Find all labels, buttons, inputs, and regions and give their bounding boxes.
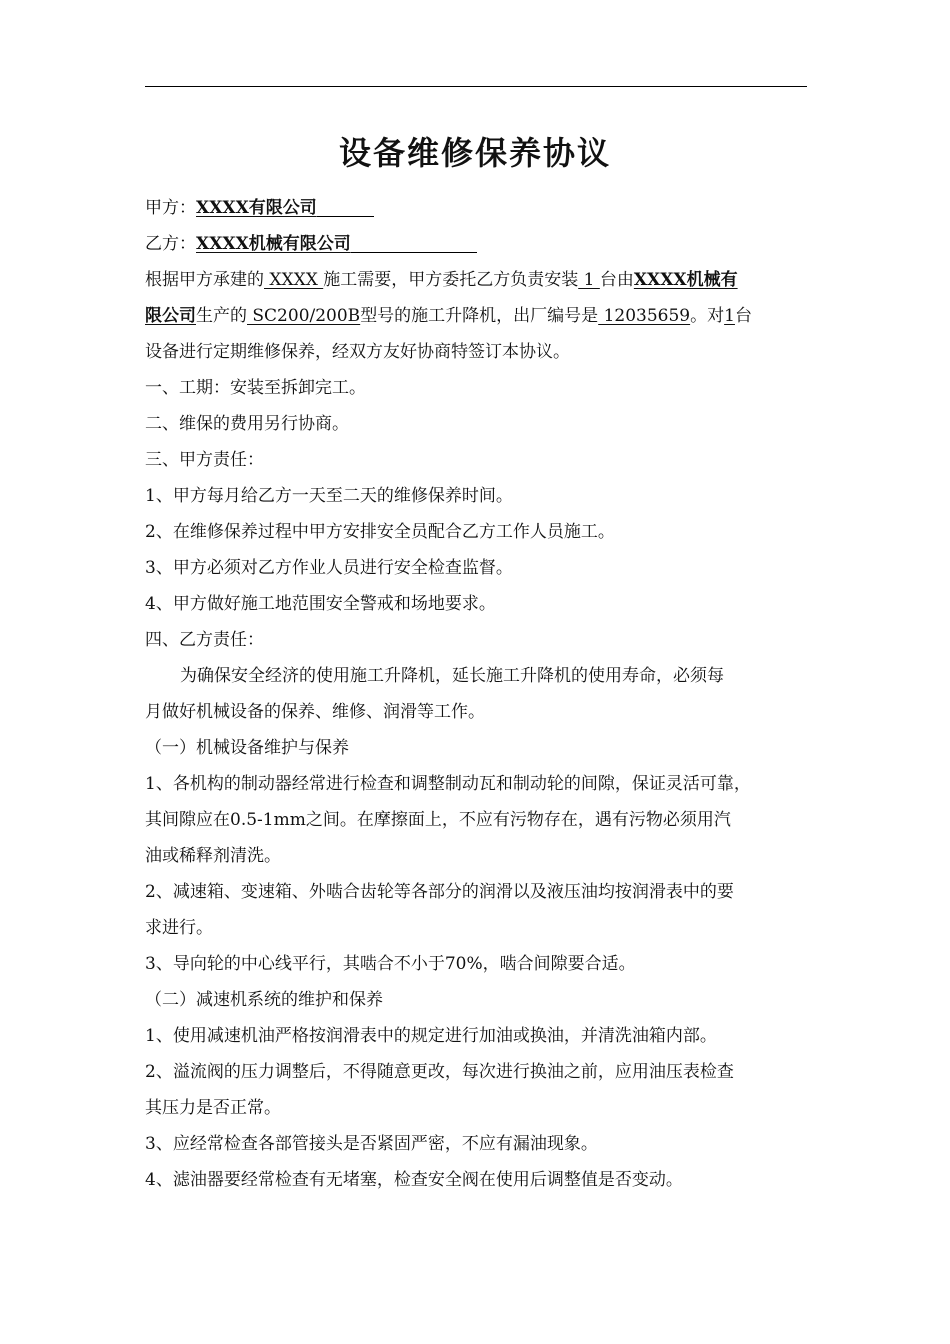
paragraph-line: 3、应经常检查各部管接头是否紧固严密，不应有漏油现象。 [145,1134,598,1154]
paragraph-line: 为确保安全经济的使用施工升降机，延长施工升降机的使用寿命，必须每 [180,666,724,686]
party-b-name: XXXX机械有限公司 [196,234,351,254]
install-quantity: 1 [578,270,600,290]
list-item: 4、甲方做好施工地范围安全警戒和场地要求。 [145,594,496,614]
intro-text: 型号的施工升降机，出厂编号是 [360,306,599,326]
party-a-line [145,190,809,226]
intro-text: 施工需要，甲方委托乙方负责安装 [323,270,579,290]
paragraph-line: 4、滤油器要经常检查有无堵塞，检查安全阀在使用后调整值是否变动。 [145,1170,683,1190]
section-1: 一、工期：安装至拆卸完工。 [145,378,366,398]
project-name: XXXX [264,270,324,290]
party-b-label: 乙方： [145,234,196,254]
document-title: 设备维修保养协议 [338,134,611,172]
paragraph-line: 3、导向轮的中心线平行，其啮合不小于70%，啮合间隙要合适。 [145,954,636,974]
document-body [145,190,809,1198]
party-a-blank [317,198,374,217]
party-a-label: 甲方： [145,198,196,218]
paragraph-line: 1、使用减速机油严格按润滑表中的规定进行加油或换油，并清洗油箱内部。 [145,1026,717,1046]
header-rule [145,86,807,87]
intro-text: 台由 [599,270,634,290]
intro-text: 。对 [690,306,725,326]
intro-text: 生产的 [196,306,247,326]
manufacturer-name: 限公司 [145,306,196,326]
party-b-blank [351,234,477,253]
serial-number: 12035659 [598,306,691,326]
section-4-heading: 四、乙方责任： [145,630,264,650]
subsection-1-heading: （一）机械设备维护与保养 [145,738,349,758]
list-item: 1、甲方每月给乙方一天至二天的维修保养时间。 [145,486,513,506]
equipment-model: SC200/200B [247,306,361,326]
paragraph-line: 2、减速箱、变速箱、外啮合齿轮等各部分的润滑以及液压油均按润滑表中的要 [145,882,734,902]
intro-text: 台 [734,306,752,326]
maintenance-quantity: 1 [724,306,735,326]
paragraph-line: 其间隙应在0.5-1mm之间。在摩擦面上，不应有污物存在，遇有污物必须用汽 [145,810,731,830]
party-b-line [145,226,809,262]
section-3-heading: 三、甲方责任： [145,450,264,470]
intro-text: 根据甲方承建的 [145,270,264,290]
intro-line-3: 设备进行定期维修保养，经双方友好协商特签订本协议。 [145,342,570,362]
paragraph-line: 月做好机械设备的保养、维修、润滑等工作。 [145,702,485,722]
subsection-2-heading: （二）减速机系统的维护和保养 [145,990,383,1010]
section-2: 二、维保的费用另行协商。 [145,414,349,434]
intro-line-2 [145,298,809,334]
paragraph-line: 其压力是否正常。 [145,1098,281,1118]
list-item: 2、在维修保养过程中甲方安排安全员配合乙方工作人员施工。 [145,522,615,542]
paragraph-line: 求进行。 [145,918,213,938]
paragraph-line: 2、溢流阀的压力调整后，不得随意更改，每次进行换油之前，应用油压表检查 [145,1062,734,1082]
list-item: 3、甲方必须对乙方作业人员进行安全检查监督。 [145,558,513,578]
paragraph-line: 1、各机构的制动器经常进行检查和调整制动瓦和制动轮的间隙，保证灵活可靠， [145,774,751,794]
manufacturer-name: XXXX机械有 [633,270,738,290]
party-a-name: XXXX有限公司 [196,198,317,218]
intro-line-1 [145,262,809,298]
paragraph-line: 油或稀释剂清洗。 [145,846,281,866]
